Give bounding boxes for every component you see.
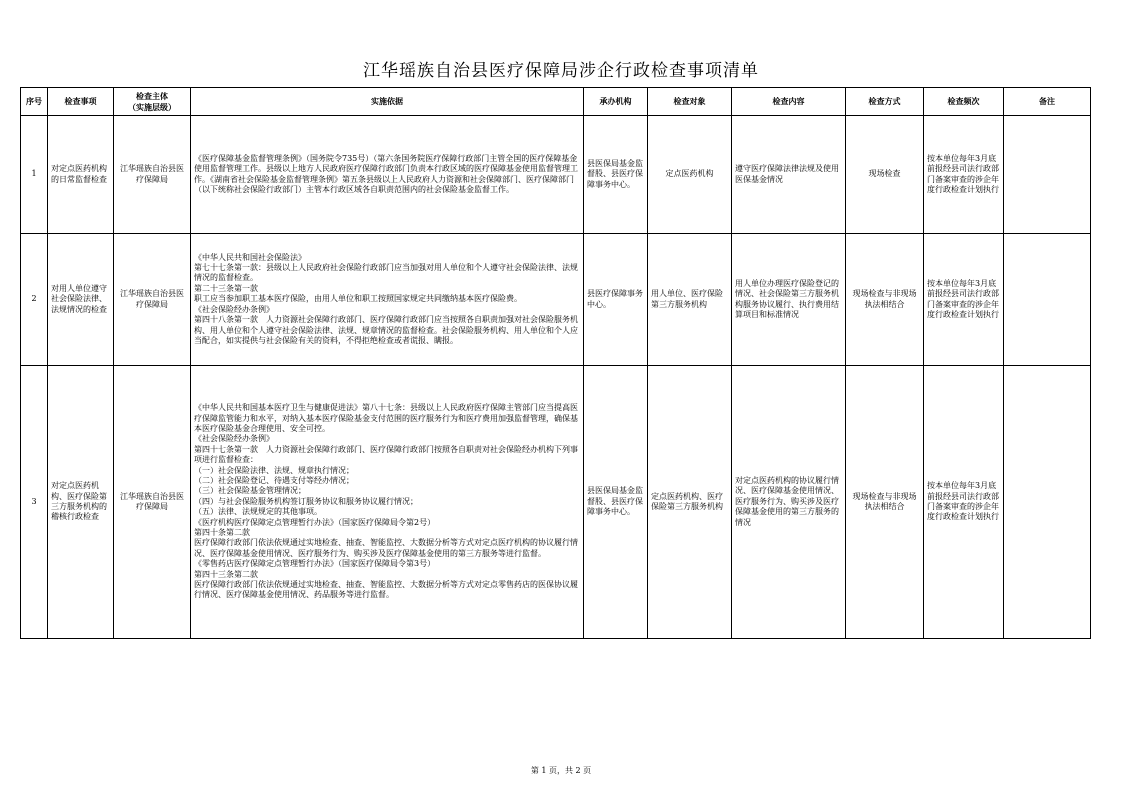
header-remark: 备注	[1004, 88, 1091, 116]
row-method: 现场检查与非现场执法相结合	[846, 366, 924, 639]
header-frequency: 检查频次	[924, 88, 1004, 116]
row-item: 对定点医药机构、医疗保险第三方服务机构的稽核行政检查	[48, 366, 114, 639]
page-title: 江华瑶族自治县医疗保障局涉企行政检查事项清单	[363, 61, 759, 81]
row-content: 遵守医疗保障法律法规及使用医保基金情况	[732, 116, 846, 234]
row-item: 对定点医药机构的日常监督检查	[48, 116, 114, 234]
header-agency: 承办机构	[584, 88, 648, 116]
row-item: 对用人单位遵守社会保险法律、法规情况的检查	[48, 234, 114, 366]
header-basis: 实施依据	[191, 88, 584, 116]
row-remark	[1004, 116, 1091, 234]
table-header-row	[21, 88, 1091, 116]
row-basis: 《中华人民共和国社会保险法》 第七十七条第一款：县级以上人民政府社会保险行政部门应当加强对用人单位和个人遵守社会保险法律、法规情况的监督检查。 第二十三条第一款 职工应当参加职工基本医疗保险，由用人单位和职工按照国家规定共同缴纳基本医疗保险费。 《社会保险经办条例》 第四十八条第一款 人力资源社会保障行政部门、医疗保障行政部门应当按照各自职责加强对社会保险服务机构、用人单位和个人遵守社会保险法律、法规、规章情况的监督检查。社会保险服务机构、用人单位和个人应当配合，如实提供与社会保险有关的资料，不得拒绝检查或者谎报、瞒报。	[191, 234, 584, 366]
row-basis: 《中华人民共和国基本医疗卫生与健康促进法》第八十七条：县级以上人民政府医疗保障主管部门应当提高医疗保障监管能力和水平，对纳入基本医疗保险基金支付范围的医疗服务行为和医疗费用加强监督管理，确保基本医疗保险基金合理使用、安全可控。 《社会保险经办条例》 第四十七条第一款 人力资源社会保障行政部门、医疗保障行政部门按照各自职责对社会保险经办机构下列事项进行监督检查： （一）社会保险法律、法规、规章执行情况； （二）社会保险登记、待遇支付等经办情况； （三）社会保险基金管理情况； （四）与社会保险服务机构签订服务协议和服务协议履行情况； （五）法律、法规规定的其他事项。 《医疗机构医疗保障定点管理暂行办法》（国家医疗保障局令第2号） 第四十条第二款 医疗保障行政部门依法依规通过实地检查、抽查、智能监控、大数据分析等方式对定点医疗机构的协议履行情况、医疗保障基金使用情况、医疗服务行为、购买涉及医疗保障基金使用的第三方服务等进行监督。 《零售药店医疗保障定点管理暂行办法》（国家医疗保障局令第3号） 第四十三条第二款 医疗保障行政部门依法依规通过实地检查、抽查、智能监控、大数据分析等方式对定点零售药店的医保协议履行情况、医疗保障基金使用情况、药品服务等进行监督。	[191, 366, 584, 639]
row-object: 定点医药机构、医疗保险第三方服务机构	[648, 366, 732, 639]
header-object: 检查对象	[648, 88, 732, 116]
row-frequency: 按本单位每年3月底前报经县司法行政部门备案审查的涉企年度行政检查计划执行	[924, 116, 1004, 234]
row-subject: 江华瑶族自治县医疗保障局	[114, 234, 191, 366]
header-item: 检查事项	[48, 88, 114, 116]
page-number: 第 1 页，共 2 页	[530, 766, 592, 775]
table-row	[21, 366, 1091, 639]
row-object: 定点医药机构	[648, 116, 732, 234]
row-seq: 1	[21, 116, 48, 234]
row-object: 用人单位、医疗保险第三方服务机构	[648, 234, 732, 366]
row-frequency: 按本单位每年3月底前报经县司法行政部门备案审查的涉企年度行政检查计划执行	[924, 366, 1004, 639]
inspection-table	[20, 87, 1091, 639]
row-basis: 《医疗保障基金监督管理条例》（国务院令735号）（第六条国务院医疗保障行政部门主管全国的医疗保障基金使用监督管理工作。县级以上地方人民政府医疗保障行政部门负责本行政区域的医疗保障基金使用监督管理工作。《湖南省社会保险基金监督管理条例》第五条县级以上人民政府人力资源和社会保障部门、医疗保障部门（以下统称社会保险行政部门）主管本行政区域各自职责范围内的社会保险基金监督工作。	[191, 116, 584, 234]
row-seq: 3	[21, 366, 48, 639]
row-method: 现场检查	[846, 116, 924, 234]
header-method: 检查方式	[846, 88, 924, 116]
row-subject: 江华瑶族自治县医疗保障局	[114, 366, 191, 639]
table-row	[21, 234, 1091, 366]
header-subject: 检查主体 （实施层级）	[114, 88, 191, 116]
row-frequency: 按本单位每年3月底前报经县司法行政部门备案审查的涉企年度行政检查计划执行	[924, 234, 1004, 366]
header-seq: 序号	[21, 88, 48, 116]
row-agency: 县医保局基金监督股、县医疗保障事务中心。	[584, 366, 648, 639]
row-method: 现场检查与非现场执法相结合	[846, 234, 924, 366]
row-agency: 县医疗保障事务中心。	[584, 234, 648, 366]
row-agency: 县医保局基金监督股、县医疗保障事务中心。	[584, 116, 648, 234]
row-remark	[1004, 234, 1091, 366]
row-content: 对定点医药机构的协议履行情况、医疗保障基金使用情况、医疗服务行为、购买涉及医疗保障基金使用的第三方服务的情况	[732, 366, 846, 639]
row-seq: 2	[21, 234, 48, 366]
row-subject: 江华瑶族自治县医疗保障局	[114, 116, 191, 234]
row-remark	[1004, 366, 1091, 639]
header-content: 检查内容	[732, 88, 846, 116]
table-row	[21, 116, 1091, 234]
row-content: 用人单位办理医疗保险登记的情况、社会保险第三方服务机构服务协议履行、执行费用结算项目和标准情况	[732, 234, 846, 366]
